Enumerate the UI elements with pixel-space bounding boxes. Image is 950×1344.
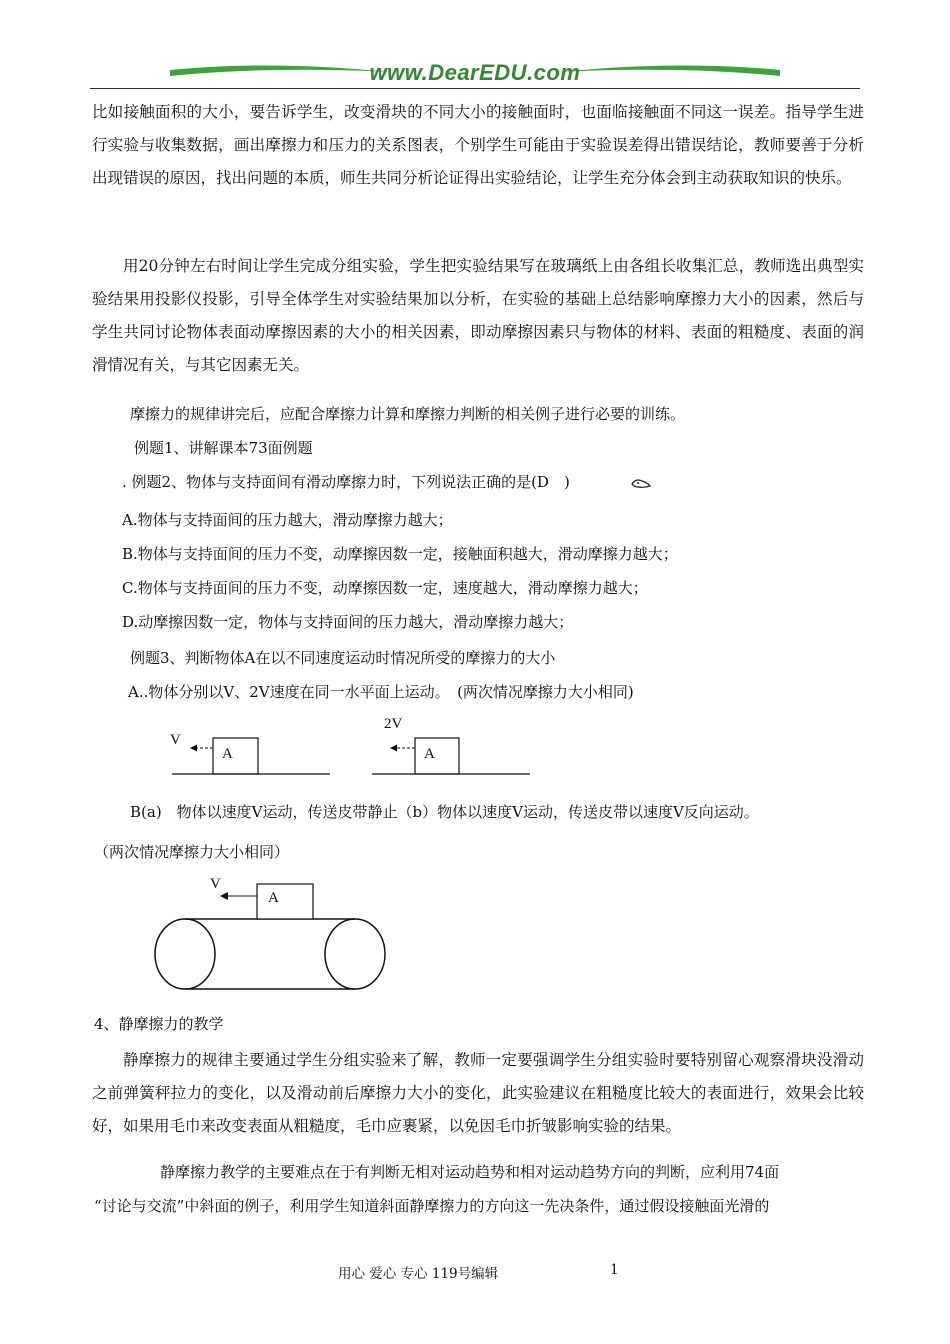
- velocity-label-2v: 2V: [384, 716, 403, 732]
- option-a: A.物体与支持面间的压力越大，滑动摩擦力越大；: [122, 511, 453, 529]
- block-label-a-conveyor: A: [268, 890, 279, 906]
- header-rule: [90, 88, 860, 89]
- paragraph-5-line2: “讨论与交流”中斜面的例子，利用学生知道斜面静摩擦力的方向这一先决条件，通过假设接触面光滑的: [94, 1197, 770, 1215]
- section-4-title: 4、静摩擦力的教学: [94, 1015, 224, 1033]
- diagram-2v: [370, 716, 535, 780]
- paragraph-5-line1: 静摩擦力教学的主要难点在于有判断无相对运动趋势和相对运动趋势方向的判断，应利用74面: [160, 1163, 780, 1181]
- velocity-label-v: V: [170, 732, 181, 748]
- block-label-a-2: A: [424, 746, 435, 762]
- block-label-a: A: [222, 746, 233, 762]
- logo-text: www.DearEDU.com: [369, 60, 581, 85]
- page-number: 1: [610, 1262, 619, 1278]
- diagram-v-graphic: [170, 730, 335, 780]
- paragraph-2: 用20分钟左右时间让学生完成分组实验，学生把实验结果写在玻璃纸上由各组长收集汇总，教师选出典型实验结果用投影仪投影，引导全体学生对实验结果加以分析，在实验的基础上总结影响摩擦力大小的因素，然后与学生共同讨论物体表面动摩擦因素的大小的相关因素，即动摩擦因素只与物体的材料、表面的粗糙度、表面的润滑情况有关，与其它因素无关。: [92, 257, 864, 374]
- paragraph-4: 静摩擦力的规律主要通过学生分组实验来了解，教师一定要强调学生分组实验时要特别留心观察滑块没滑动之前弹簧秤拉力的变化，以及滑动前后摩擦力大小的变化，此实验建议在粗糙度比较大的表面进行，效果会比较好，如果用毛巾来改变表面从粗糙度，毛巾应裹紧，以免因毛巾折皱影响实验的结果。: [92, 1051, 864, 1135]
- diagram-v: [170, 730, 335, 780]
- option-c: C.物体与支持面间的压力不变，动摩擦因数一定，速度越大，滑动摩擦力越大；: [122, 579, 648, 597]
- example-1: 例题1、讲解课本73面例题: [134, 439, 313, 457]
- velocity-label-v-conveyor: V: [210, 876, 221, 892]
- option-b: B.物体与支持面间的压力不变，动摩擦因数一定，接触面积越大，滑动摩擦力越大；: [122, 545, 678, 563]
- example-3-case-b-line2: （两次情况摩擦力大小相同）: [94, 843, 290, 861]
- mouse-icon: [630, 476, 652, 490]
- option-d: D.动摩擦因数一定，物体与支持面间的压力越大，滑动摩擦力越大；: [122, 613, 574, 631]
- example-3: 例题3、判断物体A在以不同速度运动时情况所受的摩擦力的大小: [130, 649, 556, 667]
- footer-motto: 用心 爱心 专心 119号编辑: [338, 1266, 499, 1282]
- diagram-conveyor: [150, 872, 395, 1002]
- example-3-case-a: A..物体分别以V、2V速度在同一水平面上运动。 (两次情况摩擦力大小相同): [128, 683, 634, 701]
- example-3-case-b-line1: B(a) 物体以速度V运动，传送皮带静止（b）物体以速度V运动，传送皮带以速度V反向运动。: [130, 803, 759, 821]
- header-logo: [90, 56, 860, 92]
- example-2: . 例题2、物体与支持面间有滑动摩擦力时，下列说法正确的是(D ): [122, 473, 570, 491]
- paragraph-3: 摩擦力的规律讲完后，应配合摩擦力计算和摩擦力判断的相关例子进行必要的训练。: [130, 405, 686, 423]
- paragraph-1: 比如接触面积的大小，要告诉学生，改变滑块的不同大小的接触面时，也面临接触面不同这一误差。指导学生进行实验与收集数据，画出摩擦力和压力的关系图表，个别学生可能由于实验误差得出错误结论，教师要善于分析出现错误的原因，找出问题的本质，师生共同分析论证得出实验结论，让学生充分体会到主动获取知识的快乐。: [92, 103, 864, 187]
